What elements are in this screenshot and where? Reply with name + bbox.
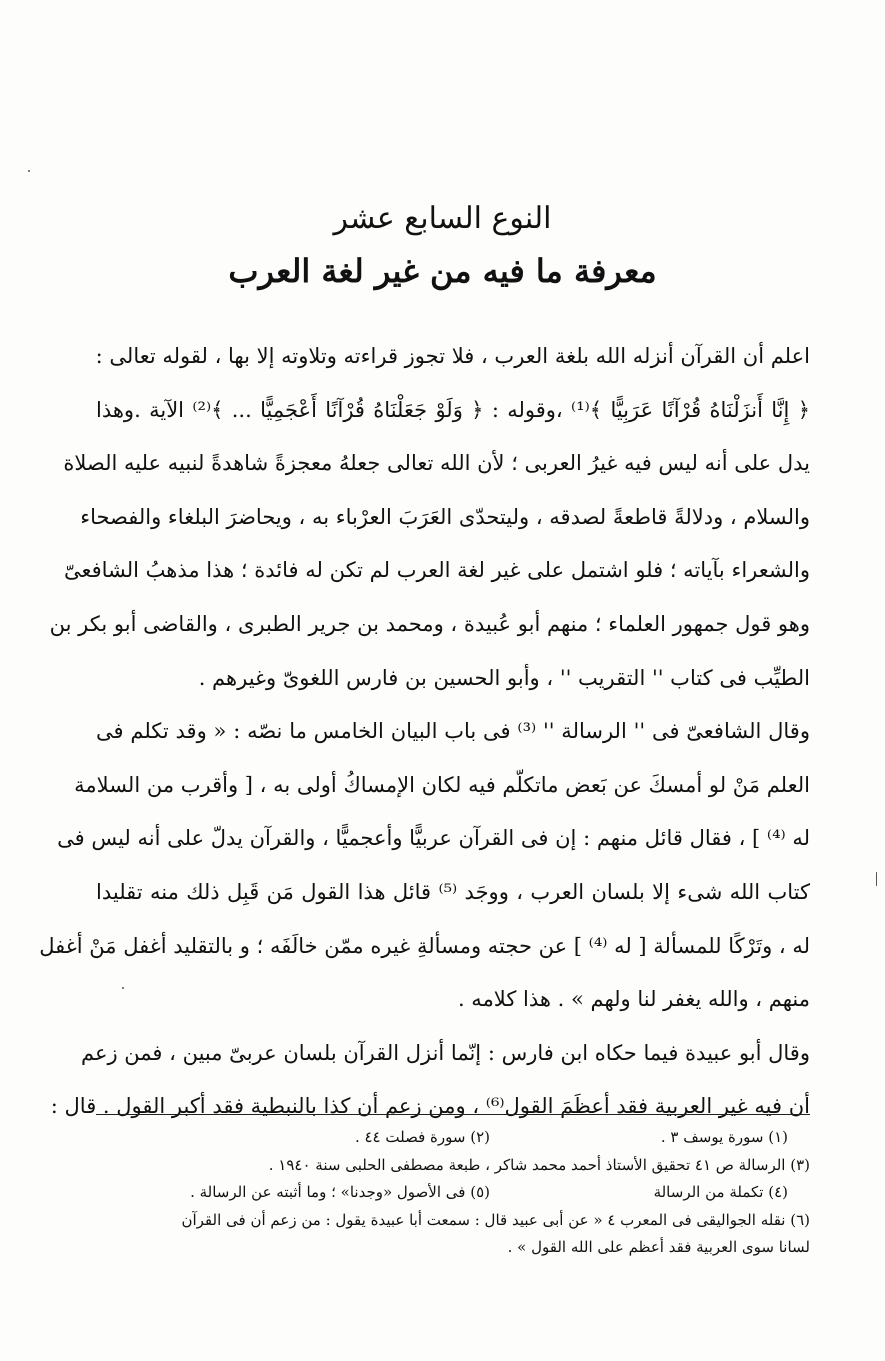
footnote-5: (٥) فى الأصول «وجدنا» ؛ وما أثبته عن الرسالة . (190, 1183, 490, 1201)
body-text (39, 330, 811, 1134)
footnote-2: (٢) سورة فصلت ٤٤ . (354, 1128, 490, 1146)
footnote-4: (٤) تكملة من الرسالة (653, 1183, 788, 1201)
body-line: العلم مَنْ لو أمسكَ عن بَعض ماتكلّم فيه لكان الإمساكُ أولى به ، [ وأقرب من السلامة (74, 772, 810, 797)
scan-speck (122, 987, 124, 989)
chapter-number-heading: النوع السابع عشر (333, 201, 552, 236)
body-line: يدل على أنه ليس فيه غيرُ العربى ؛ لأن الله تعالى جعلهُ معجزةً شاهدةً لنبيه عليه الصلاة (63, 451, 810, 476)
body-line: وهو قول جمهور العلماء ؛ منهم أبو عُبيدة ، ومحمد بن جرير الطبرى ، والقاضى أبو بكر بن (49, 611, 810, 636)
scan-speck (28, 170, 30, 172)
body-line: ﴿ إِنَّا أَنزَلْنَاهُ قُرْآنًا عَرَبِيًّا ﴾⁽¹⁾ ،وقوله : ﴿ وَلَوْ جَعَلْنَاهُ قُرْآنًا أَعْجَمِيًّا ... ﴾⁽²⁾ الآية .وهذا (96, 397, 811, 422)
body-line: وقال الشافعىّ فى '' الرسالة '' ⁽³⁾ فى باب البيان الخامس ما نصّه : « وقد تكلم فى (96, 719, 810, 744)
body-line: له ⁽⁴⁾ ] ، فقال قائل منهم : إن فى القرآن عربيًّا وأعجميًّا ، والقرآن يدلّ على أنه ليس فى (57, 826, 810, 851)
body-line: والشعراء بآياته ؛ فلو اشتمل على غير لغة العرب لم تكن له فائدة ؛ هذا مذهبُ الشافعىّ (63, 558, 810, 583)
footnote-row (96, 1124, 810, 1152)
body-line: الطيِّب فى كتاب '' التقريب '' ، وأبو الحسين بن فارس اللغوىّ وغيرهم . (198, 665, 810, 690)
footnote-3: (٣) الرسالة ص ٤١ تحقيق الأستاذ أحمد محمد شاكر ، طبعة مصطفى الحلبى سنة ١٩٤٠ . (268, 1155, 810, 1174)
footnote-6-continuation: لسانا سوى العربية فقد أعظم على الله القول » . (507, 1238, 810, 1256)
chapter-title-heading: معرفة ما فيه من غير لغة العرب (228, 252, 657, 290)
footnotes (96, 1124, 810, 1262)
body-line: اعلم أن القرآن أنزله الله بلغة العرب ، فلا تجوز قراءته وتلاوته إلا بها ، لقوله تعالى : (95, 344, 810, 368)
scan-speck (876, 872, 877, 886)
body-line: أن فيه غير العربية فقد أعظَمَ القول⁽⁶⁾ ، ومن زعم أن كذا بالنبطية فقد أكبر القول . قال : (50, 1094, 810, 1119)
body-line: كتاب الله شىء إلا بلسان العرب ، ووجَد ⁽⁵⁾ قائل هذا القول مَن قَبِل ذلك منه تقليدا (96, 879, 810, 904)
body-line: منهم ، والله يغفر لنا ولهم » . هذا كلامه . (457, 987, 810, 1012)
footnote-6: (٦) نقله الجواليقى فى المعرب ٤ « عن أبى عبيد قال : سمعت أبا عبيدة يقول : من زعم أن فى القرآن (181, 1210, 810, 1229)
footnote-row (96, 1179, 810, 1207)
body-line: والسلام ، ودلالةً قاطعةً لصدقه ، وليتحدّى العَرَبَ العرْباء به ، ويحاضرَ البلغاء والفصحاء (80, 504, 810, 529)
footnote-separator (96, 1114, 810, 1115)
footnote-1: (١) سورة يوسف ٣ . (660, 1128, 788, 1146)
body-line: وقال أبو عبيدة فيما حكاه ابن فارس : إنّما أنزل القرآن بلسان عربىّ مبين ، فمن زعم (80, 1040, 810, 1065)
body-line: له ، وتَرْكًا للمسألة [ له ⁽⁴⁾ ] عن حجته ومسألةِ غيره ممّن خالَفَه ؛ و بالتقليد أغفل مَنْ أغفل (39, 933, 810, 958)
